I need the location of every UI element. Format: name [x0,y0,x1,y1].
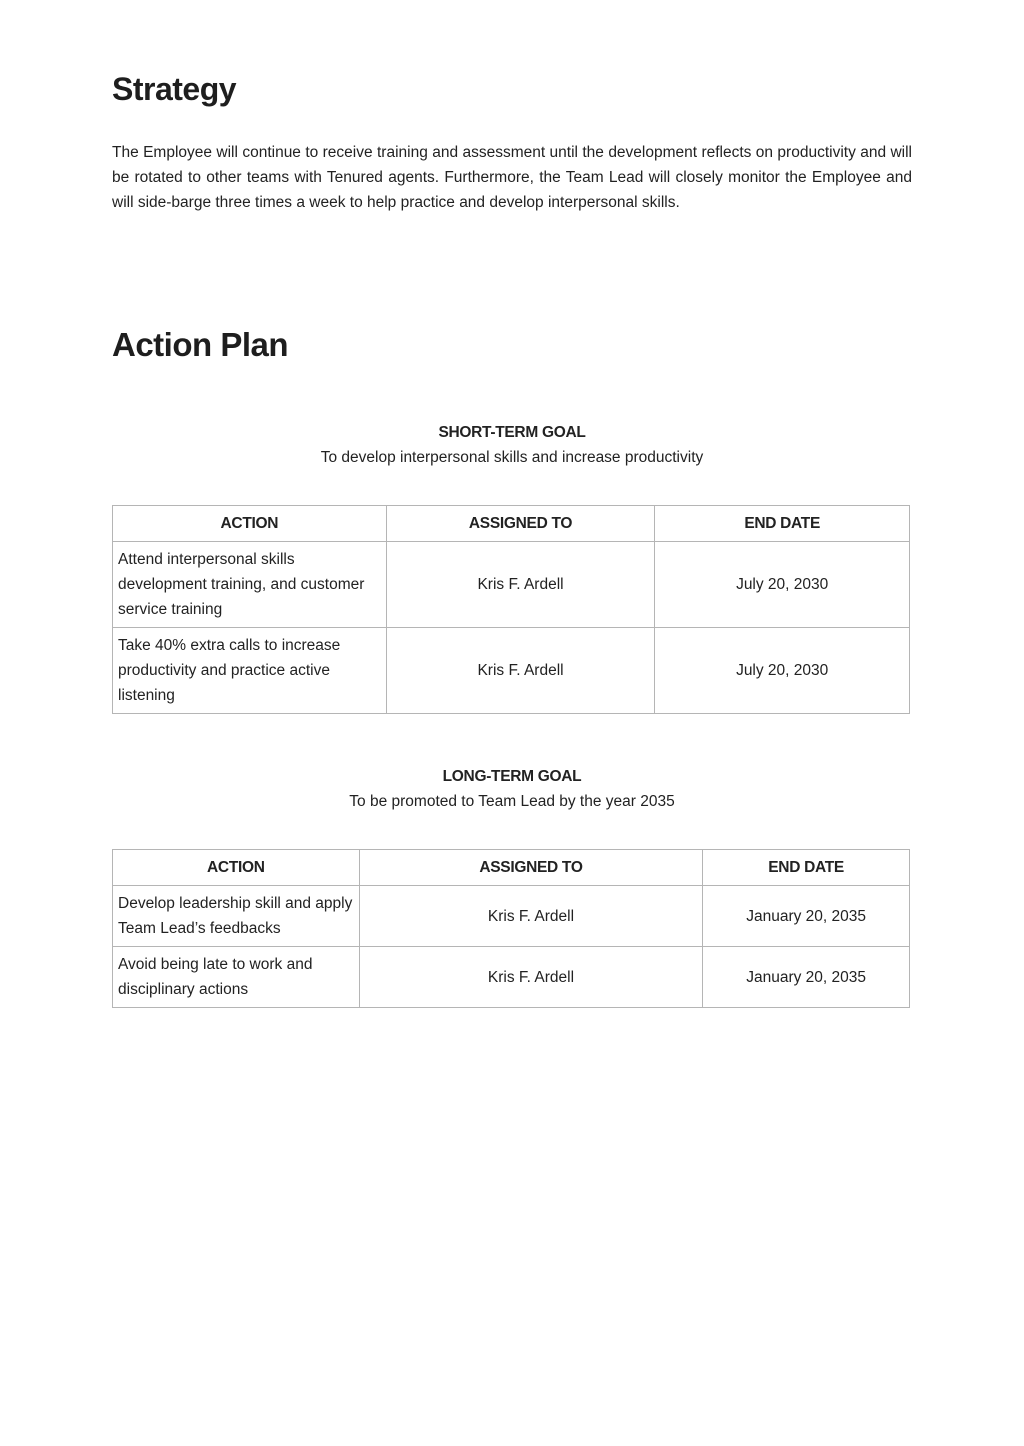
action-cell: Attend interpersonal skills development training, and customer service training [113,542,387,628]
table-row [113,542,910,628]
table-header-row [113,506,910,542]
action-cell: Develop leadership skill and apply Team Lead’s feedbacks [113,886,360,947]
table-header-row [113,850,910,886]
long-term-action-table [112,849,910,1008]
long-term-goal-title: LONG-TERM GOAL [442,768,582,785]
end-date-cell: July 20, 2030 [655,628,910,714]
end-date-cell: January 20, 2035 [703,947,910,1008]
assigned-to-cell: Kris F. Ardell [386,628,655,714]
table-row [113,628,910,714]
column-header-assigned-to: ASSIGNED TO [359,850,703,886]
column-header-assigned-to: ASSIGNED TO [386,506,655,542]
assigned-to-cell: Kris F. Ardell [359,886,703,947]
column-header-action: ACTION [113,850,360,886]
short-term-goal [112,420,912,470]
action-plan-heading: Action Plan [112,326,289,363]
strategy-heading: Strategy [112,71,237,107]
strategy-paragraph: The Employee will continue to receive training and assessment until the development reflects on productivity and will be rotated to other teams with Tenured agents. Furthermore, the Team Lead will closely monitor the Employee and will side-barge three times a week to help practice and develop interpersonal skills. [112,144,912,211]
action-cell: Avoid being late to work and disciplinary actions [113,947,360,1008]
long-term-goal [112,764,912,814]
short-term-action-table [112,505,910,714]
end-date-cell: July 20, 2030 [655,542,910,628]
action-cell: Take 40% extra calls to increase productivity and practice active listening [113,628,387,714]
column-header-action: ACTION [113,506,387,542]
short-term-goal-description: To develop interpersonal skills and increase productivity [320,449,704,466]
assigned-to-cell: Kris F. Ardell [386,542,655,628]
table-row [113,886,910,947]
long-term-goal-description: To be promoted to Team Lead by the year 2035 [349,793,675,810]
end-date-cell: January 20, 2035 [703,886,910,947]
assigned-to-cell: Kris F. Ardell [359,947,703,1008]
short-term-goal-title: SHORT-TERM GOAL [438,424,586,441]
column-header-end-date: END DATE [655,506,910,542]
column-header-end-date: END DATE [703,850,910,886]
table-row [113,947,910,1008]
